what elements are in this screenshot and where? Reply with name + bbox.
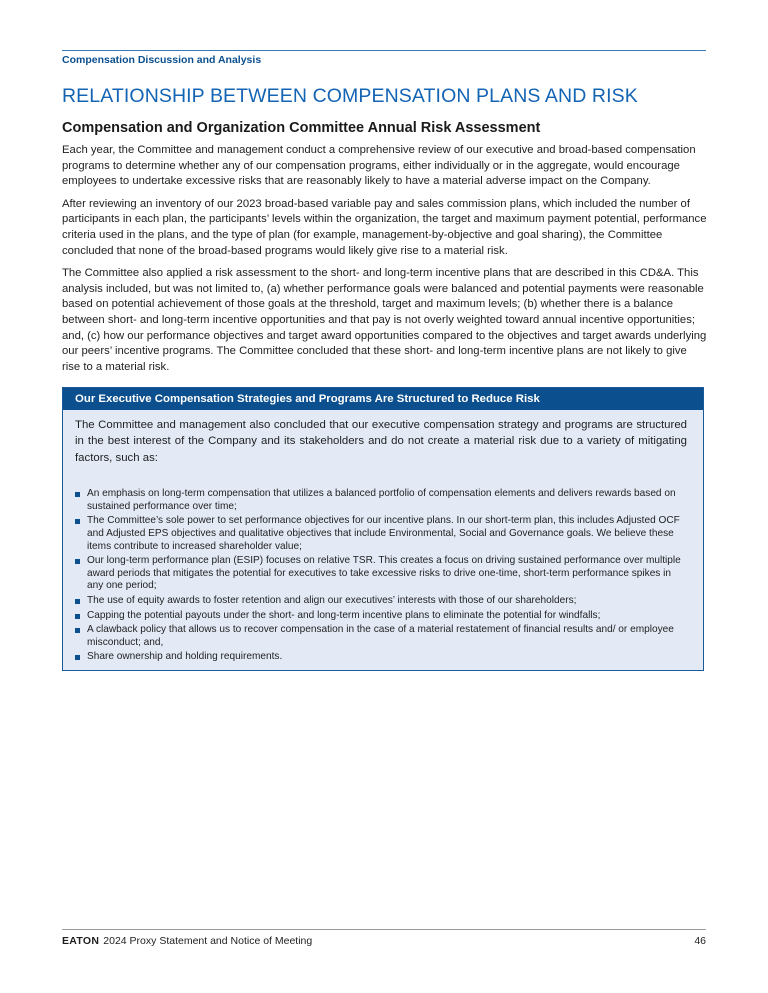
page-title: RELATIONSHIP BETWEEN COMPENSATION PLANS AND RISK — [62, 85, 638, 107]
list-item-text: Our long-term performance plan (ESIP) focuses on relative TSR. This creates a focus on driving sustained performance over multiple award periods that mitigates the potential for executives to take excessive risks to drive one-time, short-term performance spikes in any one period; — [87, 555, 681, 592]
list-item — [75, 515, 687, 553]
square-bullet-icon — [75, 614, 80, 619]
list-item-text: An emphasis on long-term compensation that utilizes a balanced portfolio of compensation elements and delivers rewards based on sustained performance over time; — [87, 488, 676, 512]
list-item-text: The use of equity awards to foster retention and align our executives’ interests with those of our shareholders; — [87, 594, 577, 606]
header-rule — [62, 50, 706, 51]
list-item-text: Share ownership and holding requirements. — [87, 651, 283, 663]
square-bullet-icon — [75, 519, 80, 524]
square-bullet-icon — [75, 492, 80, 497]
risk-mitigation-callout — [62, 387, 704, 671]
page-number: 46 — [694, 935, 706, 947]
square-bullet-icon — [75, 628, 80, 633]
callout-intro: The Committee and management also concluded that our executive compensation strategy and programs are structured in the best interest of the Company and its stakeholders and do not create a material risk due to a variety of mitigating factors, such as: — [75, 419, 687, 464]
list-item — [75, 595, 687, 608]
square-bullet-icon — [75, 599, 80, 604]
section-header: Compensation Discussion and Analysis — [62, 54, 262, 66]
footer — [62, 935, 312, 947]
paragraph: Each year, the Committee and management conduct a comprehensive review of our executive and broad-based compensation programs to determine whether any of our compensation programs, either individually or in the aggregate, would encourage employees to undertake excessive risks that are reasonably likely to have a material adverse impact on the Company. — [62, 144, 696, 188]
list-item-text: The Committee’s sole power to set performance objectives for our incentive plans. In our short-term plan, this includes Adjusted OCF and Adjusted EPS objectives and qualitative objectives that include Environmental, Social and Governance goals. We believe these items contribute to increased shareholder value; — [87, 515, 680, 552]
list-item-text: Capping the potential payouts under the short- and long-term incentive plans to eliminate the potential for windfalls; — [87, 609, 601, 621]
square-bullet-icon — [75, 559, 80, 564]
list-item — [75, 651, 687, 664]
footer-rule — [62, 929, 706, 930]
document-title: 2024 Proxy Statement and Notice of Meeting — [103, 935, 313, 947]
callout-heading: Our Executive Compensation Strategies and Programs Are Structured to Reduce Risk — [63, 388, 703, 410]
body-text — [62, 143, 708, 382]
list-item — [75, 610, 687, 623]
list-item — [75, 624, 687, 649]
brand-name: EATON — [62, 935, 100, 947]
section-subtitle: Compensation and Organization Committee Annual Risk Assessment — [62, 120, 541, 136]
list-item-text: A clawback policy that allows us to recover compensation in the case of a material restatement of financial results and/ or employee misconduct; and, — [87, 624, 674, 648]
list-item — [75, 488, 687, 513]
paragraph: The Committee also applied a risk assessment to the short- and long-term incentive plans that are described in this CD&A. This analysis included, but was not limited to, (a) whether performance goals were balanced and potential payments were reasonable based on potential achievement of those goals at the threshold, target and maximum levels; (b) whether there is a balance between short- and long-term incentive opportunities and that pay is not overly weighted toward annual incentive opportunities; and, (c) how our performance objectives and target award opportunities compared to the objectives and target awards underlying our peers’ incentive programs. The Committee concluded that these short- and long-term incentive plans are not likely to give rise to a material risk. — [62, 267, 707, 373]
paragraph: After reviewing an inventory of our 2023 broad-based variable pay and sales commission plans, which included the number of participants in each plan, the participants’ levels within the organization, the target and maximum payment potential, performance criteria used in the plans, and the type of plan (for example, management-by-objective and goal sharing), the Committee concluded that none of the broad-based programs would likely give rise to a material risk. — [62, 197, 707, 257]
mitigating-factors-list — [75, 488, 687, 664]
square-bullet-icon — [75, 655, 80, 660]
list-item — [75, 555, 687, 593]
